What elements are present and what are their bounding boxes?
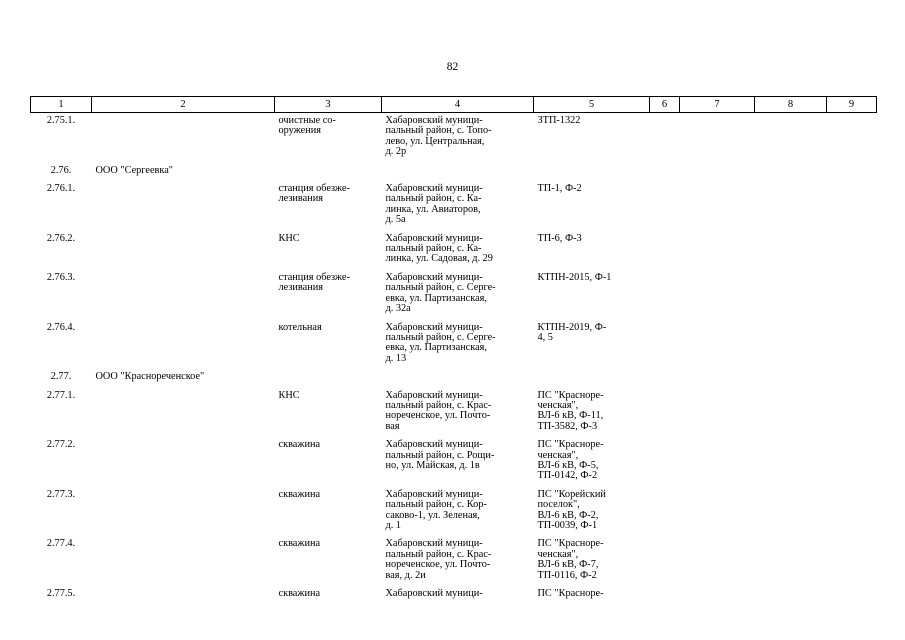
row-number-cell: 2.77.3. [46, 488, 76, 500]
organization-cell [92, 113, 275, 162]
table-row [31, 436, 877, 486]
empty-cell-col-9 [827, 230, 877, 269]
empty-cell-col-8 [755, 486, 827, 536]
empty-cell-col-9 [827, 113, 877, 162]
empty-cell-col-6 [650, 535, 680, 585]
empty-cell-col-7 [680, 113, 755, 162]
row-number-cell: 2.77.1. [46, 389, 76, 401]
empty-cell-col-8 [755, 113, 827, 162]
power-source-cell: ПС "Корейский поселок", ВЛ-6 кВ, Ф-2, ТП-0039, Ф-1 [537, 488, 606, 531]
row-number-cell: 2.77.4. [46, 538, 76, 550]
object-cell: скважина [278, 588, 321, 600]
table-row [31, 162, 877, 180]
empty-cell-col-9 [827, 162, 877, 180]
empty-cell-col-9 [827, 387, 877, 437]
header-col-8: 8 [755, 97, 827, 113]
address-cell: Хабаровский муници- пальный район, с. Ка- линка, ул. Садовая, д. 29 [385, 232, 493, 265]
object-cell: скважина [278, 538, 321, 550]
empty-cell-col-7 [680, 387, 755, 437]
empty-cell-col-9 [827, 486, 877, 536]
object-cell: станция обезже- лезивания [278, 183, 350, 205]
empty-cell-col-6 [650, 269, 680, 319]
data-table [30, 96, 877, 603]
organization-cell [92, 180, 275, 230]
address-cell: Хабаровский муници- пальный район, с. Серге- евка, ул. Партизанская, д. 13 [385, 321, 496, 364]
header-col-3: 3 [275, 97, 382, 113]
table-row [31, 486, 877, 536]
row-number-cell: 2.76.3. [46, 271, 76, 283]
organization-cell: ООО "Сергеевка" [95, 164, 174, 176]
header-col-9: 9 [827, 97, 877, 113]
address-cell: Хабаровский муници- пальный район, с. Серге- евка, ул. Партизанская, д. 32а [385, 271, 496, 315]
empty-cell-col-9 [827, 269, 877, 319]
object-cell: скважина [278, 439, 321, 451]
row-number-cell: 2.76. [50, 164, 72, 176]
table-row [31, 387, 877, 437]
empty-cell-col-7 [680, 162, 755, 180]
table-row [31, 269, 877, 319]
table-row [31, 230, 877, 269]
table-row [31, 319, 877, 369]
object-cell [275, 162, 382, 180]
table-body [31, 113, 877, 604]
address-cell [382, 162, 534, 180]
header-col-2: 2 [92, 97, 275, 113]
object-cell: КНС [278, 389, 300, 401]
empty-cell-col-9 [827, 319, 877, 369]
header-col-6: 6 [650, 97, 680, 113]
row-number-cell: 2.77. [50, 371, 72, 383]
empty-cell-col-8 [755, 319, 827, 369]
empty-cell-col-9 [827, 436, 877, 486]
empty-cell-col-7 [680, 269, 755, 319]
table-row [31, 368, 877, 386]
empty-cell-col-7 [680, 319, 755, 369]
object-cell: станция обезже- лезивания [278, 271, 350, 294]
row-number-cell: 2.76.4. [46, 321, 76, 333]
empty-cell-col-6 [650, 319, 680, 369]
object-cell [275, 368, 382, 386]
empty-cell-col-6 [650, 368, 680, 386]
address-cell: Хабаровский муници- пальный район, с. Ка- линка, ул. Авиаторов, д. 5а [385, 183, 483, 226]
empty-cell-col-6 [650, 180, 680, 230]
row-number-cell: 2.77.5. [46, 588, 76, 600]
header-col-7: 7 [680, 97, 755, 113]
empty-cell-col-8 [755, 436, 827, 486]
empty-cell-col-7 [680, 180, 755, 230]
object-cell: очистные со- оружения [278, 115, 336, 137]
object-cell: скважина [278, 488, 321, 500]
row-number-cell: 2.76.2. [46, 232, 76, 244]
row-number-cell: 2.75.1. [46, 115, 76, 126]
empty-cell-col-9 [827, 368, 877, 386]
empty-cell-col-8 [755, 535, 827, 585]
header-col-1: 1 [31, 97, 92, 113]
address-cell [382, 368, 534, 386]
organization-cell [92, 269, 275, 319]
object-cell: КНС [278, 232, 300, 244]
empty-cell-col-6 [650, 387, 680, 437]
empty-cell-col-9 [827, 585, 877, 603]
empty-cell-col-7 [680, 436, 755, 486]
organization-cell [92, 585, 275, 603]
address-cell: Хабаровский муници- пальный район, с. Топо- лево, ул. Центральная, д. 2р [385, 115, 492, 158]
empty-cell-col-6 [650, 162, 680, 180]
address-cell: Хабаровский муници- пальный район, с. Кор- саково-1, ул. Зеленая, д. 1 [385, 488, 487, 531]
empty-cell-col-8 [755, 585, 827, 603]
row-number-cell: 2.77.2. [46, 439, 76, 451]
empty-cell-col-7 [680, 486, 755, 536]
empty-cell-col-8 [755, 269, 827, 319]
organization-cell [92, 486, 275, 536]
empty-cell-col-7 [680, 368, 755, 386]
header-col-4: 4 [382, 97, 534, 113]
header-row [31, 97, 877, 113]
organization-cell [92, 230, 275, 269]
power-source-cell: ПС "Красноре- ченская", ВЛ-6 кВ, Ф-11, ТП-3582, Ф-3 [537, 389, 604, 432]
organization-cell [92, 387, 275, 437]
power-source-cell: ПС "Красноре- [537, 588, 604, 600]
empty-cell-col-8 [755, 387, 827, 437]
power-source-cell [534, 368, 650, 386]
empty-cell-col-9 [827, 180, 877, 230]
organization-cell [92, 319, 275, 369]
empty-cell-col-7 [680, 230, 755, 269]
page-number: 82 [446, 61, 459, 73]
empty-cell-col-8 [755, 230, 827, 269]
power-source-cell: КТПН-2015, Ф-1 [537, 271, 612, 283]
empty-cell-col-7 [680, 535, 755, 585]
organization-cell: ООО "Краснореченское" [95, 371, 205, 383]
organization-cell [92, 436, 275, 486]
power-source-cell [534, 162, 650, 180]
empty-cell-col-8 [755, 162, 827, 180]
power-source-cell: ПС "Красноре- ченская", ВЛ-6 кВ, Ф-7, ТП-0116, Ф-2 [537, 538, 604, 581]
empty-cell-col-6 [650, 436, 680, 486]
table-row [31, 535, 877, 585]
power-source-cell: ТП-1, Ф-2 [537, 183, 582, 195]
address-cell: Хабаровский муници- пальный район, с. Рощи- но, ул. Майская, д. 1в [385, 439, 495, 471]
empty-cell-col-8 [755, 180, 827, 230]
empty-cell-col-6 [650, 230, 680, 269]
header-col-5: 5 [534, 97, 650, 113]
table-row [31, 585, 877, 603]
address-cell: Хабаровский муници- [385, 588, 483, 600]
row-number-cell: 2.76.1. [46, 183, 76, 195]
empty-cell-col-8 [755, 368, 827, 386]
empty-cell-col-6 [650, 486, 680, 536]
power-source-cell: КТПН-2019, Ф- 4, 5 [537, 321, 607, 343]
empty-cell-col-7 [680, 585, 755, 603]
empty-cell-col-6 [650, 585, 680, 603]
power-source-cell: ТП-6, Ф-3 [537, 232, 582, 244]
organization-cell [92, 535, 275, 585]
empty-cell-col-9 [827, 535, 877, 585]
object-cell: котельная [278, 321, 322, 333]
power-source-cell: ЗТП-1322 [537, 115, 581, 126]
table-row [31, 113, 877, 162]
address-cell: Хабаровский муници- пальный район, с. Крас- нореченское, ул. Почто- вая [385, 389, 492, 432]
table-row [31, 180, 877, 230]
power-source-cell: ПС "Красноре- ченская", ВЛ-6 кВ, Ф-5, ТП-0142, Ф-2 [537, 439, 604, 482]
address-cell: Хабаровский муници- пальный район, с. Крас- нореченское, ул. Почто- вая, д. 2и [385, 538, 492, 581]
empty-cell-col-6 [650, 113, 680, 162]
